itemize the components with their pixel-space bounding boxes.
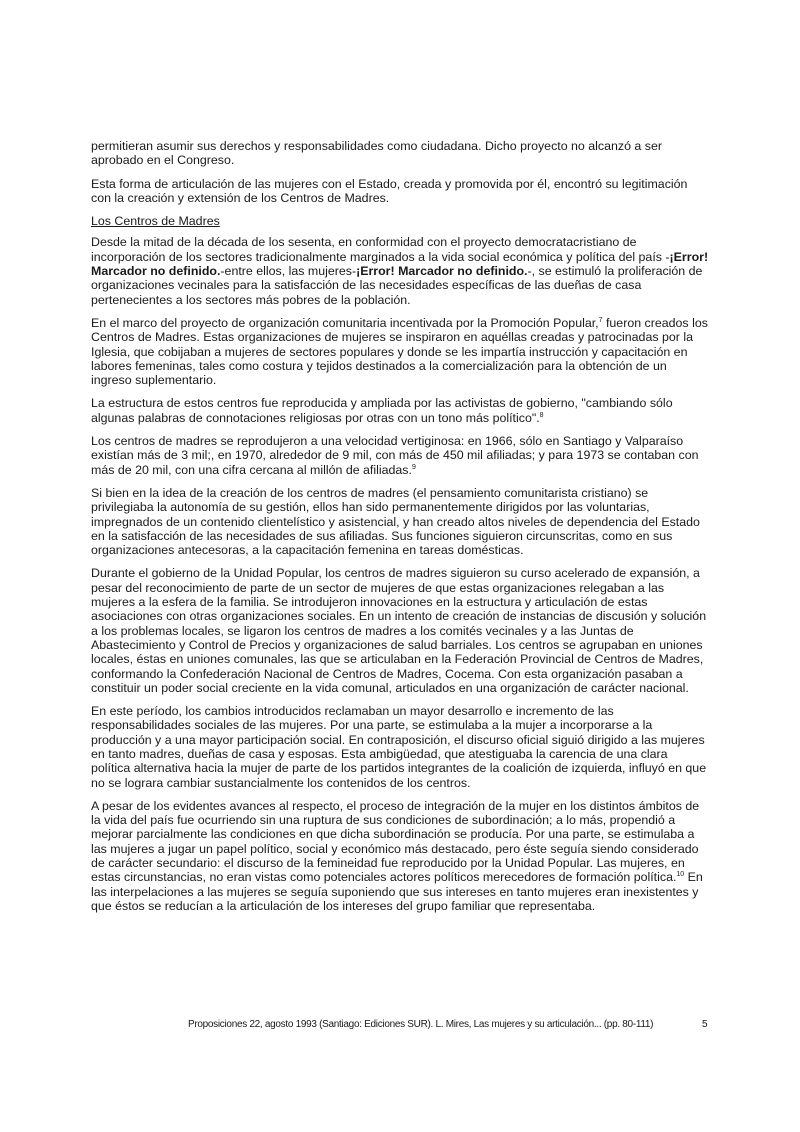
paragraph: La estructura de estos centros fue reproducida y ampliada por las activistas de gobierno, "cambiando sólo algunas palabras de connotaciones religiosas por otras con un tono más político".$^8$ xyxy=(91,396,673,425)
section-heading: Los Centros de Madres xyxy=(91,214,220,229)
footnote-ref: 9 xyxy=(411,463,416,471)
footnote-ref: 8 xyxy=(539,411,544,419)
footer-citation: Proposiciones 22, agosto 1993 (Santiago: Ediciones SUR). L. Mires, Las mujeres y su articulación... (pp. 80-111) xyxy=(188,1019,654,1030)
footnote-ref: 7 xyxy=(598,316,603,324)
document-body xyxy=(91,139,709,922)
paragraph: En el marco del proyecto de organización comunitaria incentivada por la Promoción Popular,$^7$ fueron creados los Centros de Madres. Estas organizaciones de mujeres se inspiraron en aquéllas creadas y patrocinadas por la Iglesia, que cobijaban a mujeres de sectores populares y donde se les impartía instrucción y capacitación en labores femeninas, tales como costura y tejidos destinados a la comercialización para la obtención de un ingreso suplementario. xyxy=(91,315,708,388)
footnote-ref: 10 xyxy=(676,871,685,879)
paragraph: permitieran asumir sus derechos y responsabilidades como ciudadana. Dicho proyecto no alcanzó a ser aprobado en el Congreso. xyxy=(91,139,662,168)
paragraph: En este período, los cambios introducidos reclamaban un mayor desarrollo e incremento de las responsabilidades sociales de las mujeres. Por una parte, se estimulaba a la mujer a incorporarse a la producción y a una mayor participación social. En contraposición, el discurso oficial siguió dirigido a las mujeres en tanto madres, dueñas de casa y esposas. Esta ambigüedad, que atestiguaba la carencia de una clara política alternativa hacia la mujer de parte de los partidos integrantes de la coalición de izquierda, influyó en que no se lograra cambiar sustancialmente los contenidos de los centros. xyxy=(91,704,707,790)
bookmark-error: ¡Error! Marcador no definido. xyxy=(356,264,528,279)
bookmark-error: ¡Error! Marcador no definido. xyxy=(91,249,709,279)
paragraph: A pesar de los evidentes avances al respecto, el proceso de integración de la mujer en los distintos ámbitos de la vida del país fue ocurriendo sin una ruptura de sus condiciones de subordinación; a lo más, propendió a mejorar parcialmente las condiciones en que dicha subordinación se producía. Por una parte, se estimulaba a las mujeres a jugar un papel político, social y económico más destacado, pero éste seguía siendo considerado de carácter secundario: el discurso de la femineidad fue reproducido por la Unidad Popular. Las mujeres, en estas circunstancias, no eran vistas como potenciales actores políticos merecedores de formación política.$^{10}$ En las interpelaciones a las mujeres se seguía suponiendo que sus intereses en tanto mujeres eran inexistentes y que éstos se reducían a la articulación de los intereses del grupo familiar que representaba. xyxy=(91,798,703,913)
page-footer xyxy=(188,1019,718,1031)
paragraph: Esta forma de articulación de las mujeres con el Estado, creada y promovida por él, encontró su legitimación con la creación y extensión de los Centros de Madres. xyxy=(91,176,688,205)
paragraph: Durante el gobierno de la Unidad Popular, los centros de madres siguieron su curso acelerado de expansión, a pesar del reconocimiento de parte de un sector de mujeres de que estas organizaciones relegaban a las mujeres a la esfera de la familia. Se introdujeron innovaciones en la estructura y articulación de estas asociaciones con otras organizaciones sociales. En un intento de creación de instancias de discusión y solución a los problemas locales, se ligaron los centros de madres a los comités vecinales y a las Juntas de Abastecimiento y Control de Precios y organizaciones de salud barriales. Los centros se agrupaban en uniones locales, éstas en uniones comunales, las que se articulaban en la Federación Provincial de Centros de Madres, conformando la Confederación Nacional de Centros de Madres, Cocema. Con esta organización pasaban a constituir un poder social creciente en la vida comunal, articulados en una organización de carácter nacional. xyxy=(91,566,707,695)
paragraph: Desde la mitad de la década de los sesenta, en conformidad con el proyecto democratacristiano de incorporación de los sectores tradicionalmente marginados a la vida social económica y política del país -¡Error! Marcador no definido.-entre ellos, las mujeres-¡Error! Marcador no definido.-, se estimuló la proliferación de organizaciones vecinales para la satisfacción de las necesidades específicas de las dueñas de casa pertenecientes a los sectores más pobres de la población. xyxy=(91,235,709,307)
paragraph: Si bien en la idea de la creación de los centros de madres (el pensamiento comunitarista cristiano) se privilegiaba la autonomía de su gestión, ellos han sido permanentemente dirigidos por las voluntarias, impregnados de un contenido clientelístico y asistencial, y han creado altos niveles de dependencia del Estado en la satisfacción de las necesidades de sus afiliadas. Sus funciones siguieron circunscritas, como en sus organizaciones antecesoras, a la capacitación femenina en tareas domésticas. xyxy=(91,485,700,558)
paragraph: Los centros de madres se reprodujeron a una velocidad vertiginosa: en 1966, sólo en Santiago y Valparaíso existían más de 3 mil;, en 1970, alrededor de 9 mil, con más de 450 mil afiliadas; y para 1973 se contaban con más de 20 mil, con una cifra cercana al millón de afiliadas.$^9$ xyxy=(91,434,699,477)
page-number: 5 xyxy=(702,1019,708,1030)
